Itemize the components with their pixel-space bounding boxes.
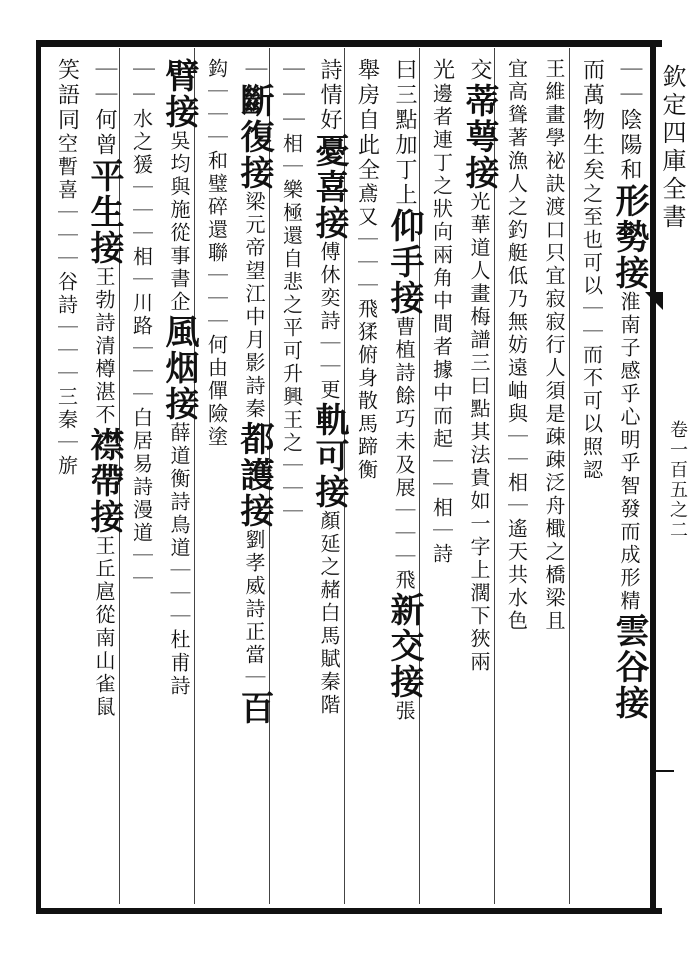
text-column: [607, 58, 649, 721]
text-run: 而萬物生矣: [579, 58, 605, 183]
entry-heading: 斷復接: [234, 83, 274, 191]
text-run: 鳶又｜｜｜飛猱俯身散馬蹄: [354, 183, 379, 459]
column-rule: [569, 48, 570, 904]
margin-juan-label: 卷一百五之二: [667, 420, 688, 540]
text-run: 傅休奕詩｜｜更: [317, 241, 341, 402]
text-run: 邊者連丁之狀向兩角中間者據中而起｜｜相｜詩: [429, 83, 454, 566]
text-run: 光: [429, 58, 455, 83]
margin-title: 欽定四庫全書: [658, 64, 686, 232]
text-column: [457, 58, 499, 674]
text-run: 之至也可以｜｜而不可以照認: [579, 183, 604, 482]
text-run: ｜｜: [129, 58, 155, 108]
text-run: 顏延之赭白馬賦秦階: [317, 510, 341, 717]
entry-heading: 蒂萼接: [459, 83, 499, 191]
text-run: 笑語同: [54, 58, 80, 133]
text-run: 舉房自此全: [354, 58, 380, 183]
entry-heading: 仰手接: [384, 208, 424, 316]
entry-heading: 都護接: [234, 421, 274, 529]
text-run: 相｜樂極還自悲: [279, 133, 304, 294]
text-run: 空暫喜｜｜｜: [54, 133, 79, 271]
column-rule: [419, 48, 420, 904]
entry-heading: 憂喜接: [309, 133, 349, 241]
text-column: [344, 58, 382, 482]
text-column: [232, 58, 274, 726]
text-column: [569, 58, 607, 482]
text-column: [494, 58, 532, 633]
text-column: [157, 58, 199, 698]
entry-heading: 風烟接: [159, 314, 199, 422]
text-column: [382, 58, 424, 723]
text-run: 詩情好: [317, 58, 342, 133]
entry-heading: 新交接: [384, 592, 424, 700]
text-run: 谷詩｜｜｜三秦｜旂: [54, 271, 79, 478]
text-run: 鈎｜｜｜和璧碎還聯: [204, 58, 229, 265]
text-run: 衡: [354, 459, 379, 482]
text-column: [44, 58, 82, 478]
text-run: 曰三點加丁上: [392, 58, 417, 208]
text-run: 王丘扈從南山雀鼠: [92, 535, 116, 719]
text-run: 川路｜｜｜白居易詩漫道｜｜: [129, 292, 154, 591]
entry-heading: 平生接: [84, 158, 124, 266]
text-column: [194, 58, 232, 449]
text-column: [307, 58, 349, 717]
text-run: ｜｜｜: [279, 58, 305, 133]
entry-heading: 雲谷接: [609, 613, 649, 721]
text-run: 王勃詩清樽湛不: [92, 266, 116, 427]
text-run: 之平可升興王之｜｜｜: [279, 294, 304, 524]
text-run: 曹植詩餘巧未及展｜｜｜飛: [392, 316, 416, 592]
entry-heading: 襟帶接: [84, 427, 124, 535]
text-run: 劉孝威詩正當｜: [242, 529, 266, 690]
text-run: ｜: [242, 58, 267, 83]
entry-heading: 形勢接: [609, 183, 649, 291]
text-run: 交: [467, 58, 492, 83]
text-run: ｜｜｜何由僤險塗: [204, 265, 229, 449]
text-column: [532, 58, 570, 633]
text-column: [269, 58, 307, 524]
column-rule: [194, 48, 195, 904]
text-run: ｜｜何曾: [92, 58, 117, 158]
entry-heading: 臂接: [159, 58, 199, 130]
text-column: [419, 58, 457, 566]
text-column: [119, 58, 157, 591]
text-run: 光華道人畫梅譜三曰點其法貴如一字上濶下狹兩: [467, 191, 491, 674]
text-run: ｜｜陰陽和: [617, 58, 642, 183]
margin-mark: [652, 770, 674, 772]
text-run: 薛道衡詩鳥道｜｜｜杜甫詩: [167, 422, 191, 698]
text-run: 張: [392, 700, 416, 723]
text-run: 宜高聳著漁人之釣艇低乃無妨遠岫與｜｜相｜遙天共水色: [504, 58, 529, 633]
text-column: [82, 58, 124, 719]
text-run: 王維畫學祕訣渡口只宜寂寂行人須是疎疎泛舟檝之橋梁且: [542, 58, 566, 633]
entry-heading: 軌可接: [309, 402, 349, 510]
text-run: 吳均與施從事書企: [167, 130, 191, 314]
entry-heading: 百: [234, 690, 274, 726]
text-run: 梁元帝望江中月影詩秦: [242, 191, 266, 421]
text-run: 水之猨｜｜｜相｜: [129, 108, 154, 292]
text-run: 淮南子感乎心明乎智發而成形精: [617, 291, 641, 613]
